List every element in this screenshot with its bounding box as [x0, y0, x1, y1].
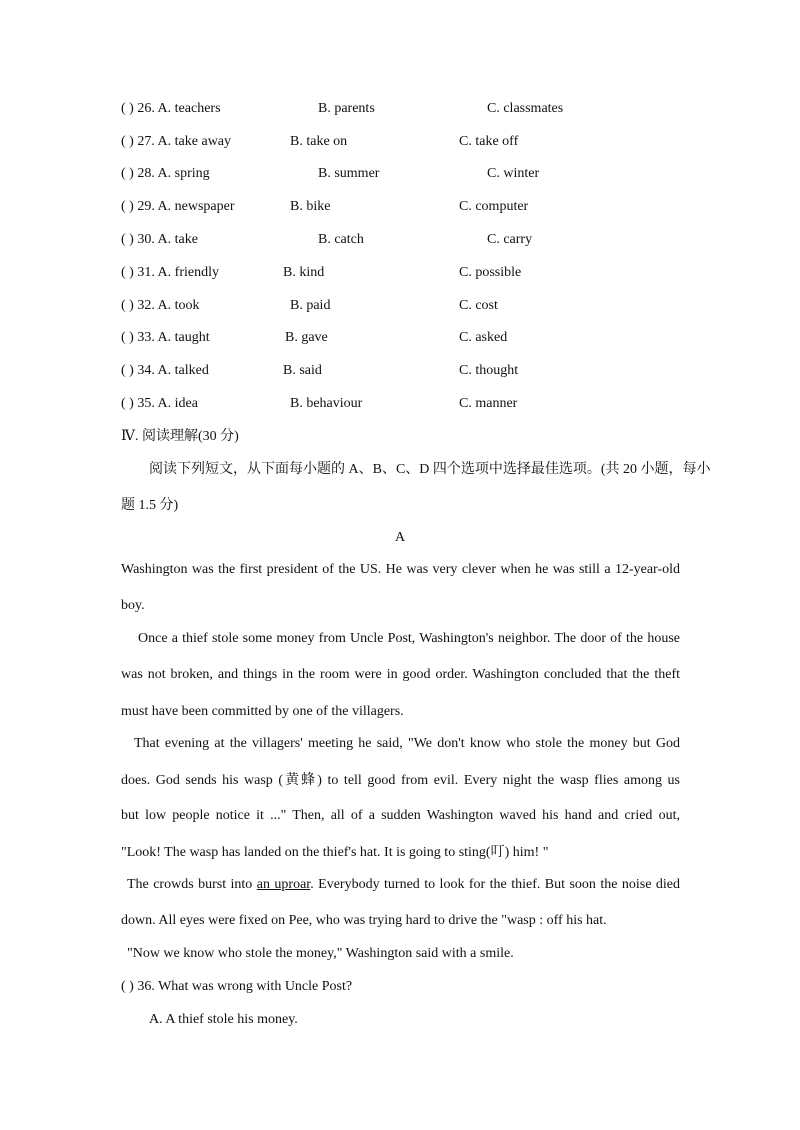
question-32-option-b: B. paid	[290, 298, 331, 313]
passage-paragraph-1-line-1: Washington was the first president of the US. He was very clever when he was still a 12-year-old	[121, 562, 680, 577]
passage-paragraph-3-line-1: That evening at the villagers' meeting he said, "We don't know who stole the money but God	[134, 736, 680, 751]
question-35-option-c: C. manner	[459, 396, 518, 411]
section-heading: Ⅳ. 阅读理解(30 分)	[121, 429, 239, 444]
passage-paragraph-3-line-2: does. God sends his wasp (黄蜂) to tell good from evil. Every night the wasp flies among us	[121, 773, 680, 788]
question-28-option-b: B. summer	[318, 166, 380, 181]
passage-paragraph-2-line-3: must have been committed by one of the villagers.	[121, 704, 404, 719]
passage-paragraph-2-line-1: Once a thief stole some money from Uncle Post, Washington's neighbor. The door of the house	[138, 631, 680, 646]
question-29-option-b: B. bike	[290, 199, 331, 214]
question-32-option-c: C. cost	[459, 298, 498, 313]
question-26-number-a: ( ) 26. A. teachers	[121, 101, 221, 116]
passage-paragraph-2-line-2: was not broken, and things in the room were in good order. Washington concluded that the theft	[121, 667, 680, 682]
question-29-option-c: C. computer	[459, 199, 529, 214]
question-34-option-c: C. thought	[459, 363, 519, 378]
question-33-number-a: ( ) 33. A. taught	[121, 330, 210, 345]
question-31-number-a: ( ) 31. A. friendly	[121, 265, 219, 280]
question-36-stem: ( ) 36. What was wrong with Uncle Post?	[121, 979, 353, 994]
paragraph-4-text-after: . Everybody turned to look for the thief. But soon the noise died	[310, 877, 681, 892]
question-31-option-b: B. kind	[283, 265, 325, 280]
question-35-option-b: B. behaviour	[290, 396, 363, 411]
question-32-number-a: ( ) 32. A. took	[121, 298, 200, 313]
question-30-option-c: C. carry	[487, 232, 533, 247]
question-27-option-b: B. take on	[290, 134, 348, 149]
question-27-number-a: ( ) 27. A. take away	[121, 134, 232, 149]
passage-paragraph-4-line-2: down. All eyes were fixed on Pee, who was trying hard to drive the "wasp : off his hat.	[121, 913, 607, 928]
passage-paragraph-1-line-2: boy.	[121, 598, 145, 613]
question-33-option-b: B. gave	[285, 330, 328, 345]
underlined-phrase: an uproar	[256, 877, 311, 892]
question-31-option-c: C. possible	[459, 265, 522, 280]
question-27-option-c: C. take off	[459, 134, 519, 149]
section-instruction-line-2: 题 1.5 分)	[121, 498, 179, 513]
question-34-option-b: B. said	[283, 363, 322, 378]
passage-paragraph-4-line-1	[127, 875, 680, 895]
question-28-option-c: C. winter	[487, 166, 540, 181]
question-36-option-a: A. A thief stole his money.	[149, 1012, 298, 1027]
passage-paragraph-3-line-3: but low people notice it ..." Then, all of a sudden Washington waved his hand and cried out,	[121, 808, 680, 823]
question-35-number-a: ( ) 35. A. idea	[121, 396, 198, 411]
question-29-number-a: ( ) 29. A. newspaper	[121, 199, 235, 214]
paragraph-4-text-before: The crowds burst into	[127, 877, 257, 892]
passage-paragraph-3-line-4: "Look! The wasp has landed on the thief's hat. It is going to sting(叮) him! "	[121, 845, 549, 860]
question-30-number-a: ( ) 30. A. take	[121, 232, 198, 247]
passage-label: A	[394, 530, 406, 545]
passage-paragraph-5-line-1: "Now we know who stole the money," Washington said with a smile.	[127, 946, 514, 961]
question-26-option-b: B. parents	[318, 101, 375, 116]
question-26-option-c: C. classmates	[487, 101, 564, 116]
question-34-number-a: ( ) 34. A. talked	[121, 363, 209, 378]
section-instruction-line-1: 阅读下列短文，从下面每小题的 A、B、C、D 四个选项中选择最佳选项。(共 20 小题，每小	[149, 462, 711, 477]
question-33-option-c: C. asked	[459, 330, 508, 345]
question-28-number-a: ( ) 28. A. spring	[121, 166, 210, 181]
question-30-option-b: B. catch	[318, 232, 364, 247]
